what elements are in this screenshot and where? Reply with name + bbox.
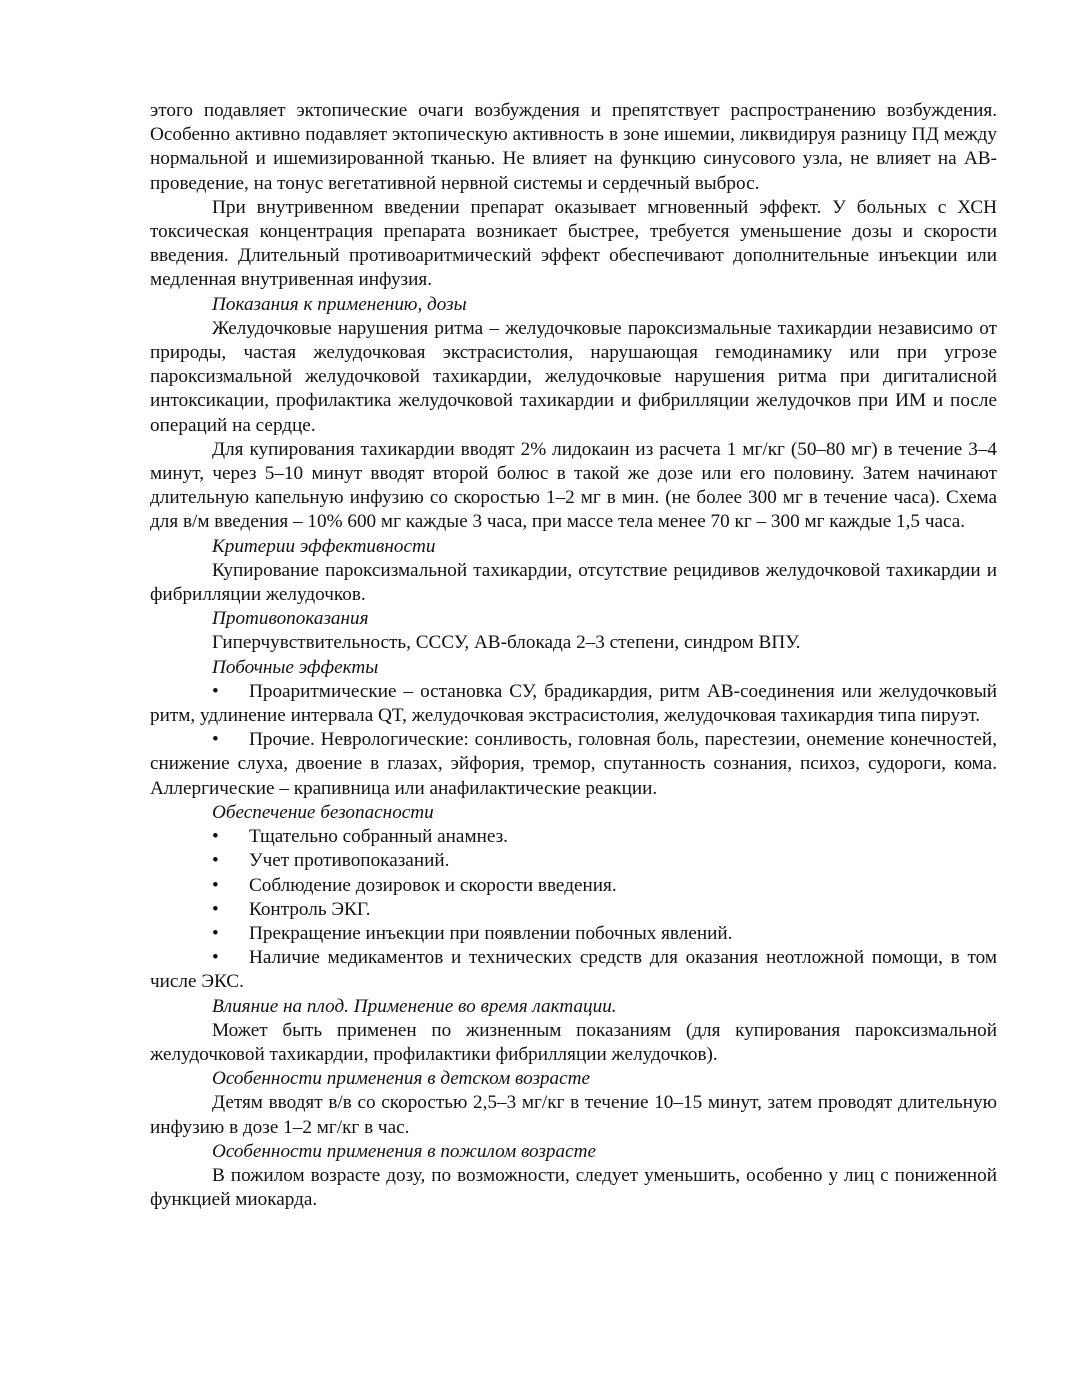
bullet-item bbox=[150, 680, 997, 728]
heading-pediatric: Особенности применения в детском возрасте bbox=[212, 1068, 591, 1090]
heading-indications: Показания к применению, дозы bbox=[212, 293, 467, 315]
paragraph-intro: этого подавляет эктопические очаги возбуждения и препятствует распространению возбуждения. Особенно активно подавляет эктопическую активность в зоне ишемии, ликвидируя разницу ПД между нормальной и ишемизированной тканью. Не влияет на функцию синусового узла, не влияет на АВ-проведение, на тонус вегетативной нервной системы и сердечный выброс. bbox=[150, 100, 997, 194]
document-page bbox=[150, 99, 997, 1212]
bullet-mark: • bbox=[212, 922, 219, 944]
bullet-text: Учет противопоказаний. bbox=[249, 850, 450, 872]
bullet-item bbox=[150, 946, 997, 994]
heading-elderly: Особенности применения в пожилом возрасте bbox=[212, 1140, 596, 1162]
bullet-text: Прекращение инъекции при появлении побочных явлений. bbox=[249, 922, 733, 944]
bullet-mark: • bbox=[212, 680, 219, 702]
bullet-mark: • bbox=[212, 729, 219, 751]
heading-safety: Обеспечение безопасности bbox=[212, 801, 434, 823]
bullet-text: Прочие. Неврологические: сонливость, головная боль, парестезии, онемение конечностей, снижение слуха, двоение в глазах, эйфория, тремор, спутанность сознания, психоз, судороги, кома. Аллергические – крапивница или анафилактические реакции. bbox=[150, 729, 997, 799]
paragraph-efficacy: Купирование пароксизмальной тахикардии, отсутствие рецидивов желудочковой тахикардии и фибрилляции желудочков. bbox=[150, 559, 997, 606]
heading-side-effects: Побочные эффекты bbox=[212, 656, 379, 678]
heading-pregnancy: Влияние на плод. Применение во время лактации. bbox=[212, 995, 617, 1017]
bullet-mark: • bbox=[212, 826, 219, 848]
bullet-mark: • bbox=[212, 898, 219, 920]
heading-contraindications: Противопоказания bbox=[212, 608, 369, 630]
paragraph-elderly: В пожилом возрасте дозу, по возможности, следует уменьшить, особенно у лиц с пониженной функцией миокарда. bbox=[150, 1164, 997, 1211]
bullet-mark: • bbox=[212, 850, 219, 872]
paragraph-iv-effect: При внутривенном введении препарат оказывает мгновенный эффект. У больных с ХСН токсическая концентрация препарата возникает быстрее, требуется уменьшение дозы и скорости введения. Длительный противоаритмический эффект обеспечивают дополнительные инъекции или медленная внутривенная инфузия. bbox=[150, 196, 997, 291]
heading-efficacy: Критерии эффективности bbox=[212, 535, 436, 557]
bullet-item bbox=[150, 825, 997, 849]
bullet-mark: • bbox=[212, 947, 219, 969]
bullet-mark: • bbox=[212, 874, 219, 896]
paragraph-pregnancy: Может быть применен по жизненным показаниям (для купирования пароксизмальной желудочковой тахикардии, профилактики фибрилляции желудочков). bbox=[150, 1019, 997, 1065]
bullet-item bbox=[150, 849, 997, 873]
bullet-text: Тщательно собранный анамнез. bbox=[249, 826, 508, 848]
paragraph-dosage: Для купирования тахикардии вводят 2% лидокаин из расчета 1 мг/кг (50–80 мг) в течение 3–4 минут, через 5–10 минут вводят второй болюс в такой же дозе или его половину. Затем начинают длительную капельную инфузию со скоростью 1–2 мг в мин. (не более 300 мг в течение часа). Схема для в/м введения – 10% 600 мг каждые 3 часа, при массе тела менее 70 кг – 300 мг каждые 1,5 часа. bbox=[150, 438, 997, 533]
paragraph-indications: Желудочковые нарушения ритма – желудочковые пароксизмальные тахикардии независимо от природы, частая желудочковая экстрасистолия, нарушающая гемодинамику или при угрозе пароксизмальной желудочковой тахикардии, желудочковые нарушения ритма при дигиталисной интоксикации, профилактика желудочковой тахикардии и фибрилляции желудочков при ИМ и после операций на сердце. bbox=[150, 317, 997, 436]
bullet-item bbox=[150, 728, 997, 801]
bullet-text: Контроль ЭКГ. bbox=[249, 898, 371, 920]
bullet-item bbox=[150, 898, 997, 922]
paragraph-contraindications: Гиперчувствительность, СССУ, АВ-блокада 2–3 степени, синдром ВПУ. bbox=[212, 632, 801, 654]
bullet-text: Соблюдение дозировок и скорости введения. bbox=[249, 874, 617, 896]
paragraph-pediatric: Детям вводят в/в со скоростью 2,5–3 мг/кг в течение 10–15 минут, затем проводят длительную инфузию в дозе 1–2 мг/кг в час. bbox=[150, 1092, 997, 1138]
bullet-text: Проаритмические – остановка СУ, брадикардия, ритм АВ-соединения или желудочковый ритм, удлинение интервала QT, желудочковая экстрасистолия, желудочковая тахикардия типа пируэт. bbox=[150, 680, 997, 727]
bullet-text: Наличие медикаментов и технических средств для оказания неотложной помощи, в том числе ЭКС. bbox=[150, 947, 997, 993]
bullet-item bbox=[150, 922, 997, 946]
bullet-item bbox=[150, 874, 997, 898]
